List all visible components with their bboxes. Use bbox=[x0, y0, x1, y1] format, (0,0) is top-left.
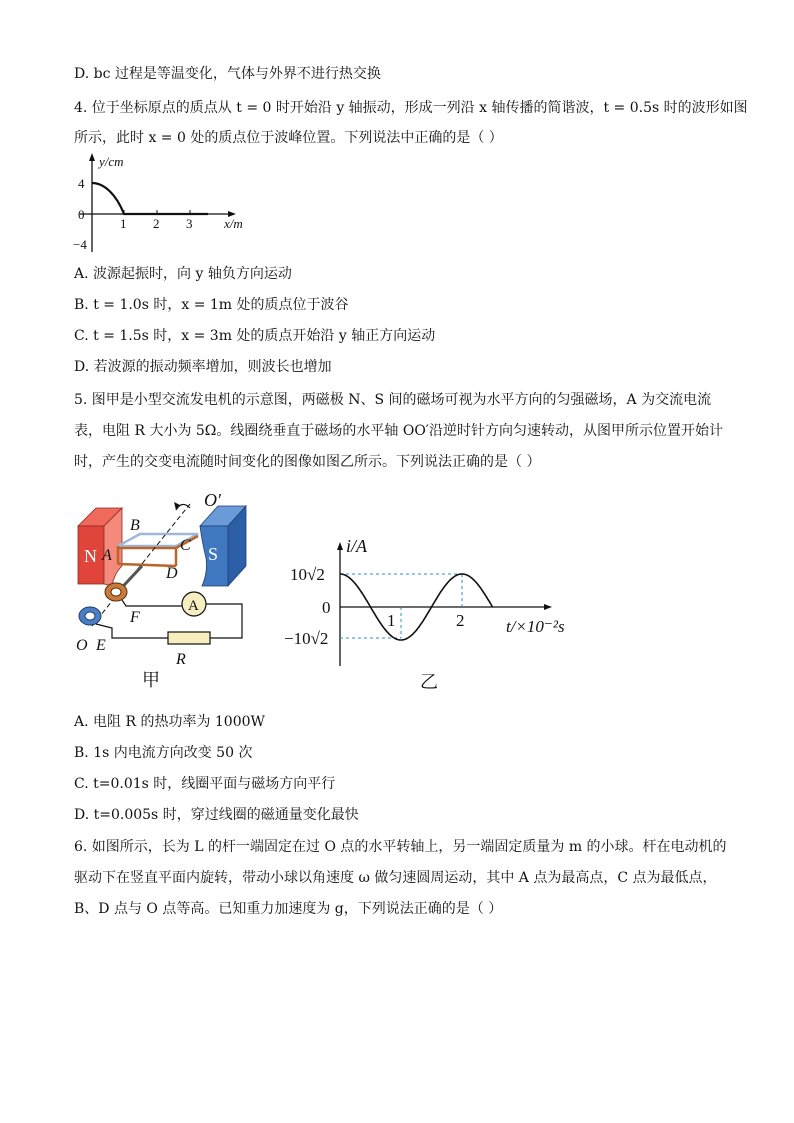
q4-y-tick: 4 bbox=[78, 176, 85, 191]
q5-stem-line-2: 表，电阻 R 大小为 5Ω。线圈绕垂直于磁场的水平轴 OO′沿逆时针方向匀速转动，从图甲所示位置开始计 bbox=[74, 423, 723, 439]
q5-y-tick-bottom: −10√2 bbox=[284, 629, 329, 648]
magnet-s-label: S bbox=[208, 544, 219, 564]
q4-wave-graph bbox=[70, 150, 260, 260]
label-e: E bbox=[96, 637, 106, 654]
q5-option-c: C. t=0.01s 时，线圈平面与磁场方向平行 bbox=[74, 776, 336, 792]
magnet-n-label: N bbox=[84, 546, 97, 566]
label-d: D bbox=[166, 565, 178, 582]
q6-stem-line-1: 6. 如图所示，长为 L 的杆一端固定在过 O 点的水平转轴上，另一端固定质量为 m 的小球。杆在电动机的 bbox=[74, 839, 727, 855]
q4-x-tick: 1 bbox=[120, 216, 127, 231]
label-a: A bbox=[102, 547, 112, 564]
q4-y-tick: −4 bbox=[73, 237, 87, 252]
q6-stem-line-2: 驱动下在竖直平面内旋转，带动小球以角速度 ω 做匀速圆周运动，其中 A 点为最高点，C 点为最低点， bbox=[74, 870, 717, 886]
prev-question-option-d: D. bc 过程是等温变化，气体与外界不进行热交换 bbox=[74, 66, 381, 82]
q4-y-axis-label: y/cm bbox=[99, 154, 124, 169]
ammeter-label: A bbox=[188, 598, 199, 614]
label-o-prime: O′ bbox=[204, 490, 221, 510]
q4-y-tick: 0 bbox=[78, 207, 85, 222]
q4-option-a: A. 波源起振时，向 y 轴负方向运动 bbox=[74, 266, 292, 282]
q4-stem-line-1: 4. 位于坐标原点的质点从 t = 0 时开始沿 y 轴振动，形成一列沿 x 轴传播的简谐波，t = 0.5s 时的波形如图 bbox=[74, 100, 748, 116]
q5-generator-figure bbox=[72, 486, 252, 696]
q4-x-tick: 2 bbox=[153, 216, 160, 231]
q6-stem-line-3: B、D 点与 O 点等高。已知重力加速度为 g，下列说法正确的是（ ） bbox=[74, 901, 503, 917]
q5-stem-line-1: 5. 图甲是小型交流发电机的示意图，两磁极 N、S 间的磁场可视为水平方向的匀强磁场，A 为交流电流 bbox=[74, 392, 712, 408]
label-r: R bbox=[176, 651, 186, 668]
q4-x-axis-label: x/m bbox=[224, 216, 243, 231]
q5-option-d: D. t=0.005s 时，穿过线圈的磁通量变化最快 bbox=[74, 807, 359, 823]
q4-option-d: D. 若波源的振动频率增加，则波长也增加 bbox=[74, 359, 332, 375]
label-b: B bbox=[130, 517, 140, 534]
q5-current-graph bbox=[284, 534, 584, 694]
label-o: O bbox=[76, 637, 88, 654]
q4-x-tick: 3 bbox=[186, 216, 193, 231]
q4-option-b: B. t = 1.0s 时，x = 1m 处的质点位于波谷 bbox=[74, 297, 349, 313]
q5-option-a: A. 电阻 R 的热功率为 1000W bbox=[74, 714, 265, 730]
q5-stem-line-3: 时，产生的交变电流随时间变化的图像如图乙所示。下列说法正确的是（ ） bbox=[74, 454, 541, 470]
q5-y-tick-zero: 0 bbox=[322, 598, 331, 617]
q5-option-b: B. 1s 内电流方向改变 50 次 bbox=[74, 745, 253, 761]
label-f: F bbox=[130, 609, 140, 626]
label-c: C bbox=[180, 537, 191, 554]
q4-option-c: C. t = 1.5s 时，x = 3m 处的质点开始沿 y 轴正方向运动 bbox=[74, 328, 436, 344]
q5-x-tick: 2 bbox=[456, 611, 465, 630]
q5-y-tick-top: 10√2 bbox=[290, 565, 325, 584]
figure-jia-caption: 甲 bbox=[142, 670, 160, 690]
figure-yi-caption: 乙 bbox=[420, 672, 438, 692]
q5-x-tick: 1 bbox=[387, 611, 396, 630]
q5-x-axis-label: t/×10⁻²s bbox=[506, 617, 565, 636]
q4-stem-line-2: 所示，此时 x = 0 处的质点位于波峰位置。下列说法中正确的是（ ） bbox=[74, 130, 503, 146]
q5-y-axis-label: i/A bbox=[346, 536, 367, 556]
